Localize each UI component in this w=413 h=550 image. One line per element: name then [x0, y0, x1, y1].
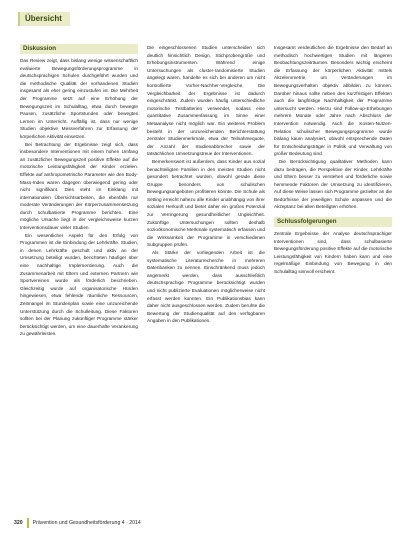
text-column-3 — [274, 44, 392, 276]
paragraph: Zentrale Ergebnisse der Analyse deutschsprachiger Interventionen sind, dass schulbasierte Bewegungsförderung positive Effekte auf die motorische Leistungsfähigkeit von Kindern haben kann und eine regelmäßige Einbindung von Bewegung in den Schulalltag sinnvoll erscheint. — [274, 231, 392, 275]
page-number: 320 — [14, 520, 23, 526]
paragraph: Die eingeschlossenen Studien unterscheiden sich deutlich hinsichtlich Design, Stichprobengröße und Erhebungsinstrumenten. Während einige Untersuchungen als cluster-randomisierte Studien angelegt waren, handelte es sich bei anderen um nicht kontrollierte Vorher-Nachher-Vergleiche. Die Vergleichbarkeit der Ergebnisse ist dadurch eingeschränkt. Zudem wurden häufig unterschiedliche motorische Testbatterien verwendet, sodass eine quantitative Zusammenfassung im Sinne einer Metaanalyse nicht möglich war. Ein weiteres Problem besteht in der unzureichenden Berichterstattung zentraler Studienmerkmale, etwa der Teilnahmequote, der Anzahl der Studienabbrecher sowie der tatsächlichen Umsetzungstreue der Interventionen. — [147, 45, 265, 157]
paragraph: Die Berücksichtigung qualitativer Methoden kann dazu beitragen, die Perspektive der Kinder, Lehrkräfte und Eltern besser zu verstehen und förderliche sowie hemmende Faktoren der Umsetzung zu identifizieren. Auf diese Weise lassen sich Programme gezielter an die Bedürfnisse der jeweiligen Schule anpassen und die Akzeptanz bei allen Beteiligten erhöhen. — [274, 158, 392, 210]
paragraph: Bei Betrachtung der Ergebnisse zeigt sich, dass insbesondere Interventionen mit einem hohen Umfang an zusätzlicher Bewegungszeit positive Effekte auf die motorische Leistungsfähigkeit der Kinder erzielen. Effekte auf anthropometrische Parameter wie den Body-Mass-Index waren dagegen überwiegend gering oder nicht signifikant. Dies steht im Einklang mit internationalen Übersichtsarbeiten, die ebenfalls nur moderate Veränderungen der Körperzusammensetzung durch schulbasierte Programme berichten. Eine mögliche Ursache liegt in der vergleichsweise kurzen Interventionsdauer vieler Studien. — [20, 141, 138, 231]
section-tag: Übersicht — [18, 12, 70, 26]
paragraph: Das Review zeigt, dass bislang wenige wissenschaftlich evaluierte Bewegungsförderungsprogramme in deutschsprachigen Schulen durchgeführt wurden und die methodische Qualität der vorhandenen Studien insgesamt als eher gering einzustufen ist. Die Mehrheit der Programme setzt auf eine Erhöhung der Bewegungszeit im Schulalltag, etwa durch bewegte Pausen, zusätzliche Sportstunden oder bewegtes Lernen im Unterricht. Auffällig ist, dass nur wenige Studien objektive Messverfahren zur Erfassung der körperlichen Aktivität einsetzen. — [20, 58, 138, 139]
section-heading-discussion: Diskussion — [20, 44, 138, 54]
text-column-1 — [20, 44, 138, 338]
page-footer — [14, 518, 141, 528]
section-heading-conclusions: Schlussfolgerungen — [274, 217, 392, 227]
paragraph: Bemerkenswert ist außerdem, dass Kinder aus sozial benachteiligten Familien in den meisten Studien nicht gesondert betrachtet wurden, obwohl gerade diese Gruppe besonders von schulischen Bewegungsangeboten profitieren könnte. Die Schule als Setting erreicht nahezu alle Kinder unabhängig von ihrer sozialen Herkunft und bietet daher ein großes Potenzial zur Verringerung gesundheitlicher Ungleichheit. Zukünftige Untersuchungen sollten deshalb sozioökonomische Merkmale systematisch erfassen und die Wirksamkeit der Programme in verschiedenen Subgruppen prüfen. — [147, 158, 265, 248]
paragraph: Als Stärke der vorliegenden Arbeit ist die systematische Literaturrecherche in mehreren Datenbanken zu nennen. Einschränkend muss jedoch angemerkt werden, dass ausschließlich deutschsprachige Programme berücksichtigt wurden und nicht publizierte Evaluationen möglicherweise nicht erfasst werden konnten. Ein Publikationsbias kann daher nicht ausgeschlossen werden. Zudem beruhte die Bewertung der Studienqualität auf den verfügbaren Angaben in den Publikationen. — [147, 250, 265, 324]
footer-divider — [27, 518, 29, 528]
paragraph: Insgesamt verdeutlichen die Ergebnisse den Bedarf an methodisch hochwertigen Studien mit längeren Beobachtungszeiträumen. Besonders wichtig erscheint die Erfassung der körperlichen Aktivität mittels Akzelerometrie, um Veränderungen im Bewegungsverhalten objektiv abbilden zu können. Darüber hinaus sollte neben den kurzfristigen Effekten auch die langfristige Nachhaltigkeit der Programme untersucht werden. Hierzu sind Follow-up-Erhebungen mehrere Monate oder Jahre nach Abschluss der Intervention notwendig. Auch die Kosten-Nutzen-Relation schulischer Bewegungsprogramme wurde bislang kaum analysiert, obwohl entsprechende Daten für Entscheidungsträger in Politik und Verwaltung von großer Bedeutung sind. — [274, 45, 392, 157]
paragraph: Ein wesentlicher Aspekt für den Erfolg von Programmen ist die Einbindung der Lehrkräfte. Studien, in denen Lehrkräfte geschult und aktiv an der Umsetzung beteiligt wurden, berichteten häufiger über eine nachhaltige Implementierung. Auch die Zusammenarbeit mit Eltern und externen Partnern wie Sportvereinen wurde als förderlich beschrieben. Gleichzeitig wurde auf organisatorische Hürden hingewiesen, etwa fehlende räumliche Ressourcen, Zeitmangel im Stundenplan sowie eine unzureichende Unterstützung durch die Schulleitung. Diese Faktoren sollten bei der Planung zukünftiger Programme stärker berücksichtigt werden, um eine dauerhafte Verankerung zu gewährleisten. — [20, 232, 138, 337]
journal-name: Prävention und Gesundheitsförderung 4 · 2014 — [32, 520, 141, 526]
text-column-2 — [147, 44, 265, 325]
